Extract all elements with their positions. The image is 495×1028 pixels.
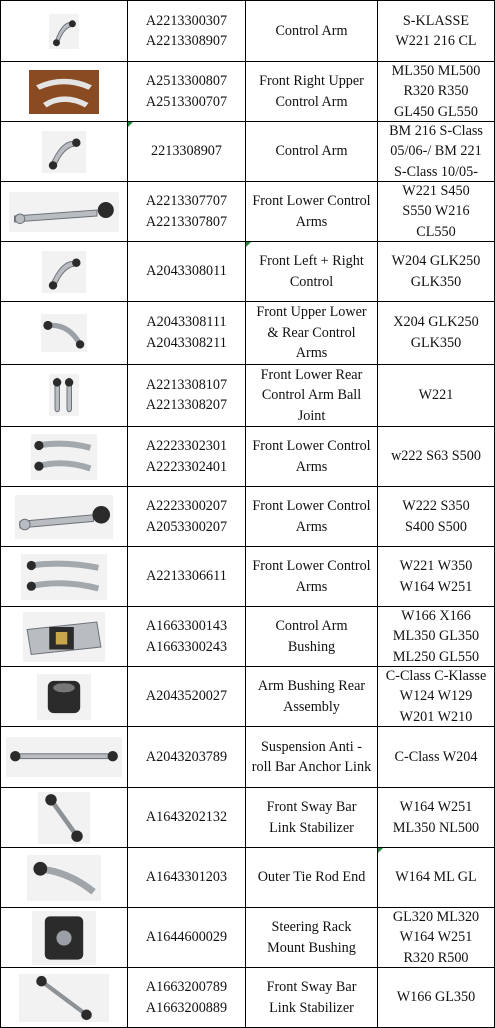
compatible-models: S550 W216 — [402, 203, 470, 220]
part-number-cell — [128, 122, 246, 182]
cell-marker — [246, 242, 251, 247]
table-row — [1, 848, 495, 908]
upper-control-arm-pair-icon — [29, 70, 99, 114]
part-description: Front Upper Lower — [256, 304, 367, 320]
models-cell — [378, 788, 495, 848]
part-number: A2223302401 — [145, 458, 228, 475]
sway-bar-link-icon — [19, 974, 109, 1022]
part-image-cell — [1, 968, 128, 1028]
description-cell — [246, 788, 378, 848]
description-cell — [246, 487, 378, 547]
models-cell — [378, 182, 495, 242]
part-image-cell — [1, 487, 128, 547]
part-description: Control Arm — [275, 22, 348, 39]
part-number: A2043308211 — [146, 334, 227, 351]
models-cell — [378, 667, 495, 727]
part-number: A1663200789 — [145, 979, 228, 995]
part-image-cell — [1, 182, 128, 242]
part-number: A2213306611 — [146, 568, 227, 585]
part-number: A2513300807 — [145, 73, 228, 89]
compatible-models: ML250 GL550 — [392, 648, 480, 665]
part-number: A1663300243 — [145, 638, 228, 655]
part-number: A1663200889 — [145, 999, 228, 1016]
models-cell — [378, 547, 495, 607]
sway-bar-link-icon — [38, 792, 90, 844]
anchor-link-icon — [6, 737, 122, 777]
part-description: Front Sway Bar — [266, 979, 357, 995]
table-row — [1, 62, 495, 122]
part-description: Mount Bushing — [267, 939, 356, 956]
models-cell — [378, 848, 495, 908]
description-cell — [246, 968, 378, 1028]
part-number-cell — [128, 302, 246, 365]
part-image-cell — [1, 364, 128, 427]
part-description: Front Lower Control — [252, 498, 371, 514]
part-image-cell — [1, 848, 128, 908]
models-cell — [378, 242, 495, 302]
compatible-models: W164 W251 — [399, 799, 473, 815]
part-number-cell — [128, 1, 246, 62]
models-cell — [378, 364, 495, 427]
part-description: Suspension Anti - — [261, 738, 362, 755]
control-arm-pair-icon — [31, 434, 97, 480]
part-number-cell — [128, 848, 246, 908]
compatible-models: W164 W251 — [399, 929, 473, 946]
table-row — [1, 788, 495, 848]
part-description: Arms — [295, 518, 328, 535]
part-image-cell — [1, 908, 128, 968]
part-number-cell — [128, 727, 246, 788]
part-number: A2043203789 — [145, 748, 228, 765]
part-description: Arm Bushing Rear — [257, 678, 366, 694]
part-number-cell — [128, 968, 246, 1028]
part-number: A2213308107 — [145, 376, 228, 393]
compatible-models: W164 ML GL — [395, 869, 477, 886]
part-image-cell — [1, 547, 128, 607]
description-cell — [246, 302, 378, 365]
compatible-models: W222 S350 — [402, 498, 470, 514]
part-description: Outer Tie Rod End — [257, 869, 366, 886]
bushing-icon — [23, 612, 105, 662]
compatible-models: W166 GL350 — [396, 989, 476, 1006]
part-number-cell — [128, 908, 246, 968]
models-cell — [378, 968, 495, 1028]
part-number: A2213300307 — [145, 12, 228, 29]
part-number: 2213308907 — [151, 143, 222, 160]
part-description: Front Lower Control — [252, 193, 371, 209]
models-cell — [378, 487, 495, 547]
part-number: A2213308207 — [145, 397, 228, 414]
ball-joint-pair-icon — [49, 374, 79, 416]
table-row — [1, 547, 495, 607]
compatible-models: W204 GLK250 — [391, 253, 481, 269]
part-description: Arms — [295, 578, 328, 595]
models-cell — [378, 1, 495, 62]
models-cell — [378, 427, 495, 487]
table-row — [1, 302, 495, 365]
part-number-cell — [128, 547, 246, 607]
part-description: Front Sway Bar — [266, 799, 357, 815]
part-description: Bushing — [287, 638, 336, 655]
compatible-models: ML350 NL500 — [392, 819, 480, 836]
control-arm-icon — [42, 251, 86, 293]
description-cell — [246, 607, 378, 667]
rack-mount-bushing-icon — [32, 911, 96, 965]
lower-control-arm-icon — [9, 192, 119, 232]
compatible-models: W221 216 CL — [395, 33, 477, 49]
part-image-cell — [1, 607, 128, 667]
part-image-cell — [1, 427, 128, 487]
compatible-models: W164 W251 — [399, 578, 473, 595]
part-description: Link Stabilizer — [269, 999, 354, 1016]
table-row — [1, 242, 495, 302]
compatible-models: W124 W129 — [399, 688, 473, 705]
control-arm-icon — [49, 14, 79, 49]
table-row — [1, 727, 495, 788]
part-image-cell — [1, 727, 128, 788]
cell-marker — [378, 848, 383, 853]
description-cell — [246, 727, 378, 788]
part-description: Front Lower Control — [252, 438, 371, 454]
models-cell — [378, 908, 495, 968]
models-cell — [378, 727, 495, 788]
part-number: A2213307807 — [145, 213, 228, 230]
part-number: A1644600029 — [145, 929, 228, 946]
compatible-models: S-KLASSE — [402, 12, 470, 29]
part-image-cell — [1, 1, 128, 62]
compatible-models: C-Class C-Klasse — [385, 668, 487, 684]
part-image-cell — [1, 302, 128, 365]
part-description: Front Left + Right — [259, 253, 364, 269]
part-number-cell — [128, 364, 246, 427]
part-number-cell — [128, 242, 246, 302]
table-row — [1, 908, 495, 968]
part-image-cell — [1, 667, 128, 727]
compatible-models: ML350 ML500 — [391, 63, 481, 79]
part-description: Arms — [295, 345, 328, 361]
part-number: A2513300707 — [145, 93, 228, 110]
cell-marker — [128, 122, 133, 127]
description-cell — [246, 182, 378, 242]
compatible-models: GLK350 — [410, 334, 462, 351]
table-row — [1, 607, 495, 667]
compatible-models: GL450 GL550 — [394, 103, 478, 120]
part-number: A2043308111 — [146, 314, 227, 331]
compatible-models: C-Class W204 — [394, 748, 478, 765]
part-number: A2213308907 — [145, 33, 228, 49]
part-description: Control Arm — [275, 143, 348, 160]
part-image-cell — [1, 122, 128, 182]
part-number-cell — [128, 487, 246, 547]
part-image-cell — [1, 62, 128, 122]
part-number-cell — [128, 667, 246, 727]
part-number-cell — [128, 427, 246, 487]
part-description: & Rear Control — [267, 324, 356, 341]
description-cell — [246, 908, 378, 968]
table-row — [1, 968, 495, 1028]
part-number: A1663300143 — [145, 618, 228, 634]
table-row — [1, 487, 495, 547]
description-cell — [246, 427, 378, 487]
compatible-models: W221 W350 — [399, 558, 473, 574]
part-description: Control Arm — [275, 618, 348, 634]
compatible-models: S400 S500 — [405, 518, 467, 535]
description-cell — [246, 122, 378, 182]
description-cell — [246, 848, 378, 908]
part-number-cell — [128, 62, 246, 122]
part-number-cell — [128, 788, 246, 848]
table-row — [1, 364, 495, 427]
compatible-models: W166 X166 — [401, 608, 471, 624]
curved-control-arm-icon — [41, 314, 87, 352]
part-number: A1643301203 — [145, 869, 228, 886]
part-description: Front Lower Rear — [260, 366, 363, 383]
table-row — [1, 427, 495, 487]
part-description: Arms — [295, 458, 328, 475]
compatible-models: w222 S63 S500 — [391, 448, 481, 465]
part-description: Control Arm Ball — [261, 387, 362, 403]
part-number: A2223300207 — [145, 498, 228, 514]
part-image-cell — [1, 242, 128, 302]
table-row — [1, 1, 495, 62]
compatible-models: S-Class 10/05- — [394, 163, 478, 180]
description-cell — [246, 547, 378, 607]
part-description: Link Stabilizer — [269, 819, 354, 836]
tie-rod-end-icon — [27, 855, 101, 901]
compatible-models: BM 216 S-Class — [389, 123, 483, 139]
part-number: A2043520027 — [145, 688, 228, 705]
part-description: Assembly — [283, 698, 340, 715]
lower-control-arm-icon — [15, 495, 113, 539]
part-description: Front Right Upper — [259, 73, 364, 89]
compatible-models: W221 — [418, 387, 454, 403]
control-arm-pair-icon — [21, 554, 107, 600]
compatible-models: R320 R500 — [403, 949, 469, 966]
part-description: Joint — [297, 407, 326, 424]
part-description: roll Bar Anchor Link — [251, 759, 372, 775]
control-arm-icon — [42, 131, 86, 173]
description-cell — [246, 242, 378, 302]
description-cell — [246, 1, 378, 62]
compatible-models: ML350 GL350 — [392, 628, 480, 645]
models-cell — [378, 62, 495, 122]
table-row — [1, 182, 495, 242]
part-number-cell — [128, 182, 246, 242]
part-description: Arms — [295, 213, 328, 230]
table-row — [1, 667, 495, 727]
compatible-models: W201 W210 — [399, 708, 473, 725]
part-number-cell — [128, 607, 246, 667]
table-row — [1, 122, 495, 182]
part-number: A2043308011 — [146, 263, 227, 280]
part-number: A1643202132 — [145, 809, 228, 826]
models-cell — [378, 302, 495, 365]
part-description: Steering Rack — [271, 919, 352, 935]
part-description: Control — [289, 273, 334, 290]
compatible-models: X204 GLK250 — [393, 314, 479, 331]
compatible-models: GL320 ML320 — [392, 909, 480, 925]
description-cell — [246, 667, 378, 727]
description-cell — [246, 62, 378, 122]
description-cell — [246, 364, 378, 427]
part-number: A2223302301 — [145, 438, 228, 454]
compatible-models: CL550 — [416, 223, 456, 240]
part-image-cell — [1, 788, 128, 848]
rubber-bushing-icon — [37, 674, 91, 720]
part-number: A2213307707 — [145, 193, 228, 209]
compatible-models: GLK350 — [410, 273, 462, 290]
part-number: A2053300207 — [145, 518, 228, 535]
part-description: Control Arm — [275, 93, 348, 110]
part-description: Front Lower Control — [252, 558, 371, 574]
compatible-models: W221 S450 — [402, 183, 470, 199]
models-cell — [378, 122, 495, 182]
compatible-models: 05/06-/ BM 221 — [390, 143, 482, 160]
models-cell — [378, 607, 495, 667]
compatible-models: R320 R350 — [403, 83, 469, 100]
